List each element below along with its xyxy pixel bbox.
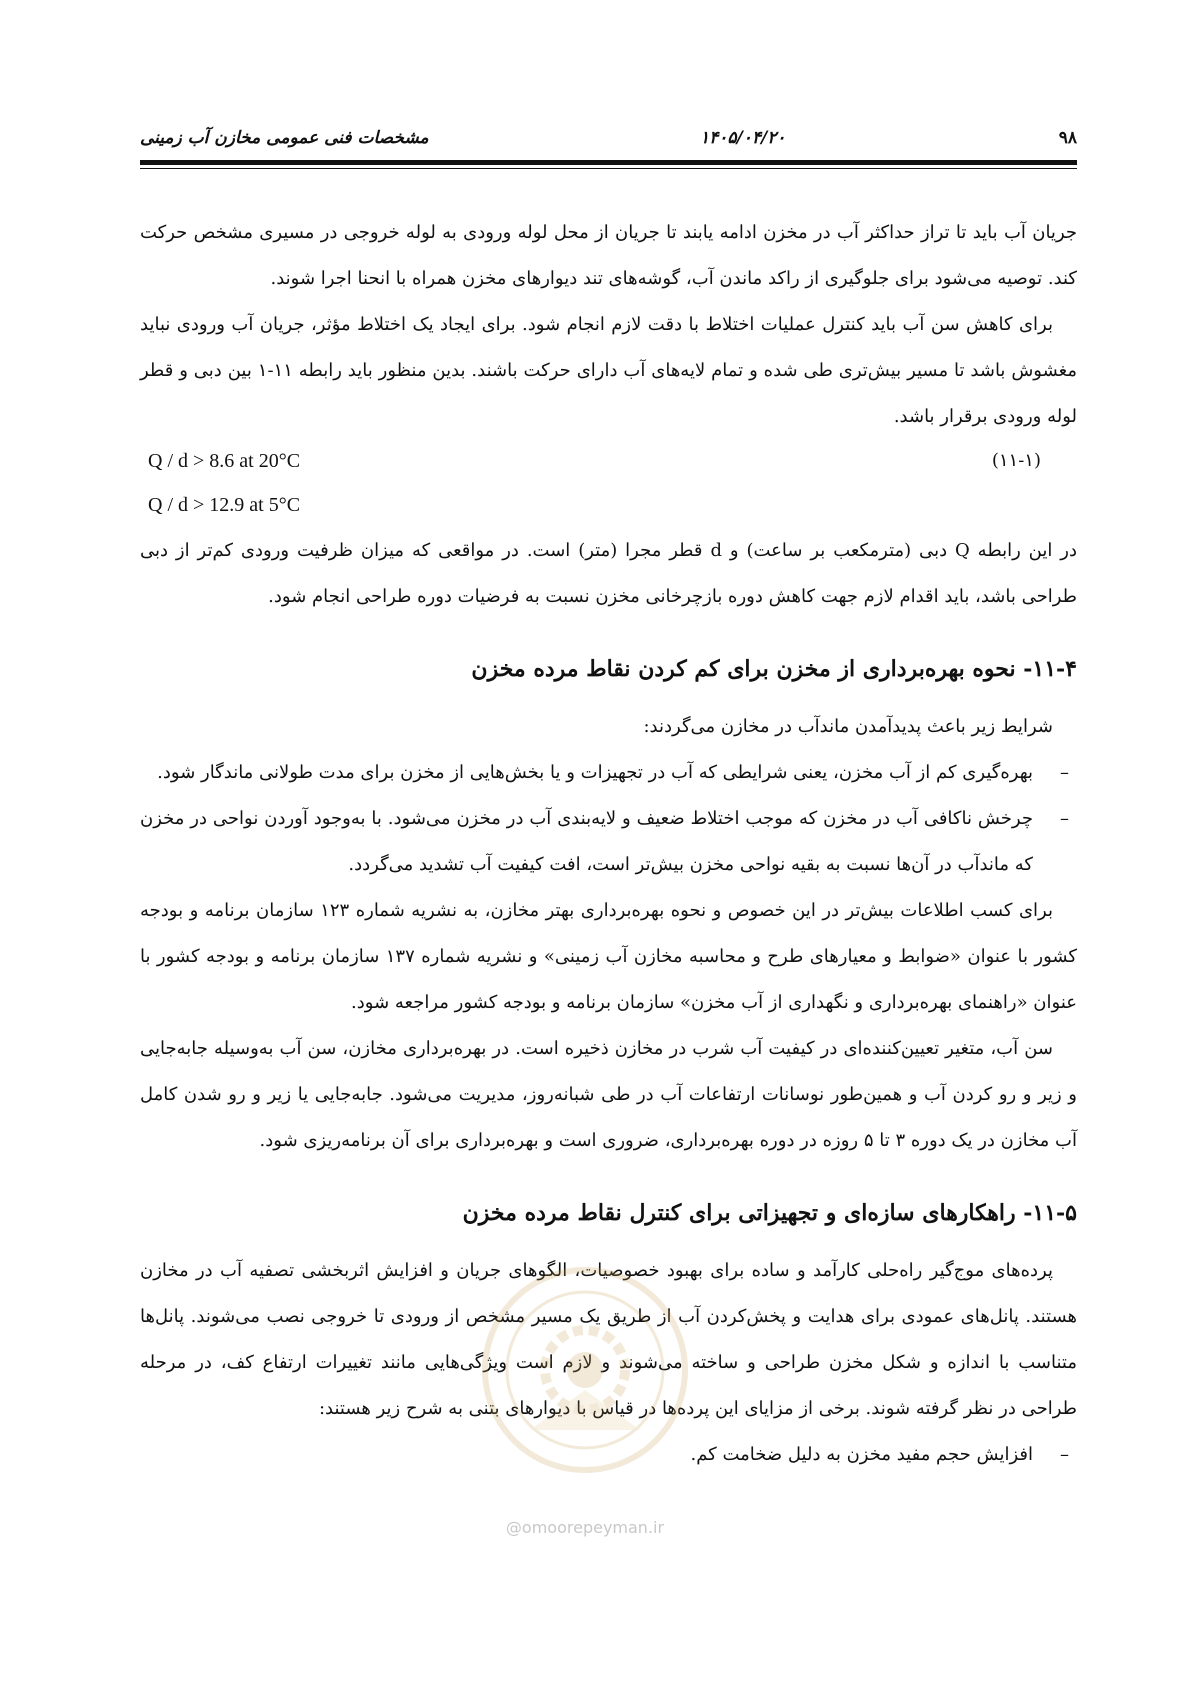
bullet-text: بهره‌گیری کم از آب مخزن، یعنی شرایطی که آب در تجهیزات و یا بخش‌هایی از مخزن برای مدت طولانی ماندگار شود. xyxy=(157,762,1033,783)
bullet-dash: – xyxy=(1060,808,1069,829)
section-heading: ۱۱-۵- راهکارهای سازه‌ای و تجهیزاتی برای کنترل نقاط مرده مخزن xyxy=(462,1200,1077,1226)
header-rule-thin xyxy=(140,168,1077,169)
paragraph: سن آب، متغیر تعیین‌کننده‌ای در کیفیت آب شرب در مخازن ذخیره است. در بهره‌برداری مخازن، سن آب به‌وسیله جابه‌جایی و زیر و رو کردن آب و همین‌طور نوسانات ارتفاعات آب در طی شبانه‌روز، مدیریت می‌شود. جابه‌جایی یا زیر و رو شدن کامل آب مخازن در یک دوره ۳ تا ۵ روزه در دوره بهره‌برداری، ضروری است و بهره‌برداری برای آن برنامه‌ریزی شود. xyxy=(140,1038,1077,1151)
equation-row xyxy=(140,484,1077,528)
paragraph: پرده‌های موج‌گیر راه‌حلی کارآمد و ساده برای بهبود خصوصیات، الگوهای جریان و افزایش اثربخشی تصفیه آب در مخازن هستند. پانل‌های عمودی برای هدایت و پخش‌کردن آب از طریق یک مسیر مشخص از ورودی تا خروجی نصب می‌شوند. پانل‌ها متناسب با اندازه و شکل مخزن طراحی و ساخته می‌شوند و لازم است ویژگی‌هایی مانند تغییرات ارتفاع کف، در مرحله طراحی در نظر گرفته شوند. برخی از مزایای این پرده‌ها در قیاس با دیوارهای بتنی به شرح زیر هستند: xyxy=(140,1260,1077,1419)
bullet-dash: – xyxy=(1060,1444,1069,1465)
header-rule xyxy=(140,160,1077,165)
bullet-item xyxy=(140,796,1077,888)
page-header xyxy=(140,128,1077,156)
page-content xyxy=(140,210,1077,1478)
section-heading: ۱۱-۴- نحوه بهره‌برداری از مخزن برای کم کردن نقاط مرده مخزن xyxy=(471,656,1077,682)
paragraph: در این رابطه Q دبی (مترمکعب بر ساعت) و d قطر مجرا (متر) است. در مواقعی که میزان ظرفیت ورودی کم‌تر از دبی طراحی باشد، باید اقدام لازم جهت کاهش دوره بازچرخانی مخزن نسبت به فرضیات دوره طراحی انجام شود. xyxy=(140,540,1077,607)
page-number: ۹۸ xyxy=(1058,128,1077,148)
bullet-text: افزایش حجم مفید مخزن به دلیل ضخامت کم. xyxy=(690,1444,1033,1465)
paragraph: جریان آب باید تا تراز حداکثر آب در مخزن ادامه یابند تا جریان از محل لوله ورودی به لوله خروجی در مسیری مشخص حرکت کند. توصیه می‌شود برای جلوگیری از راکد ماندن آب، گوشه‌های تند دیوارهای مخزن همراه با انحنا اجرا شوند. xyxy=(140,222,1077,289)
equation-row xyxy=(140,440,1077,484)
equation-number: (۱۱-۱) xyxy=(991,450,1041,471)
bullet-text: چرخش ناکافی آب در مخزن که موجب اختلاط ضعیف و لایه‌بندی آب در مخزن می‌شود. با به‌وجود آوردن نواحی در مخزن که ماندآب در آن‌ها نسبت به بقیه نواحی مخزن بیش‌تر است، افت کیفیت آب تشدید می‌گردد. xyxy=(140,808,1033,875)
equation-line: Q / d > 12.9 at 5°C xyxy=(148,494,301,516)
paragraph: برای کاهش سن آب باید کنترل عملیات اختلاط با دقت لازم انجام شود. برای ایجاد یک اختلاط مؤثر، جریان آب ورودی نباید مغشوش باشد تا مسیر بیش‌تری طی شده و تمام لایه‌های آب دارای حرکت باشند. بدین منظور باید رابطه ۱۱-۱ بین دبی و قطر لوله ورودی برقرار باشد. xyxy=(140,314,1077,427)
header-title: مشخصات فنی عمومی مخازن آب زمینی xyxy=(140,128,429,148)
bullet-item xyxy=(140,1432,1077,1478)
header-date: ۱۴۰۵/۰۴/۲۰ xyxy=(700,128,786,148)
paragraph: شرایط زیر باعث پدیدآمدن ماندآب در مخازن می‌گردند: xyxy=(643,716,1053,737)
equation-line: Q / d > 8.6 at 20°C xyxy=(148,450,301,472)
bullet-dash: – xyxy=(1060,762,1069,783)
paragraph: برای کسب اطلاعات بیش‌تر در این خصوص و نحوه بهره‌برداری بهتر مخازن، به نشریه شماره ۱۲۳ سازمان برنامه و بودجه کشور با عنوان «ضوابط و معیارهای طرح و محاسبه مخازن آب زمینی» و نشریه شماره ۱۳۷ سازمان برنامه و بودجه کشور با عنوان «راهنمای بهره‌برداری و نگهداری از آب مخزن» سازمان برنامه و بودجه کشور مراجعه شود. xyxy=(140,900,1077,1013)
bullet-item xyxy=(140,750,1077,796)
watermark-text: @omoorepeyman.ir xyxy=(505,1518,665,1537)
